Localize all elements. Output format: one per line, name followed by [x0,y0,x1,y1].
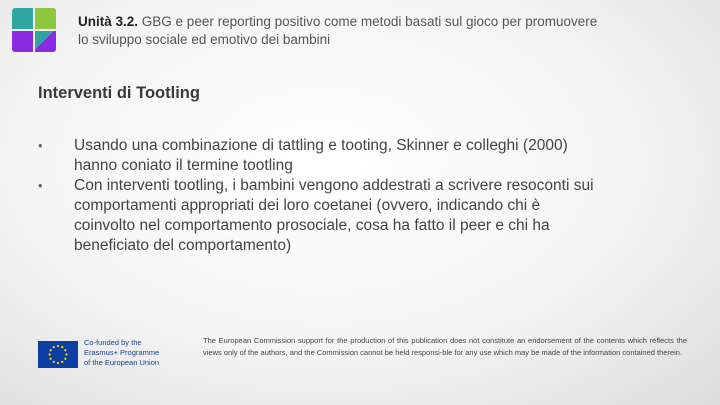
unit-label: Unità 3.2. [78,14,139,29]
eu-star-icon [65,353,67,355]
logo-piece-teal [12,8,33,29]
eu-star-icon [64,349,66,351]
bullet-text: Usando una combinazione di tattling e tooting, Skinner e colleghi (2000) hanno coniato il termine tootling [74,137,568,174]
logo-piece-mixed [35,31,56,52]
eu-star-icon [57,362,59,364]
eu-star-icon [57,345,59,347]
eu-star-icon [50,349,52,351]
bullet-icon: • [38,178,43,193]
unit-header [78,13,598,49]
eu-star-icon [64,358,66,360]
eu-star-icon [48,353,50,355]
slide-title: Interventi di Tootling [38,84,200,102]
bullet-text: Con interventi tootling, i bambini vengono addestrati a scrivere resoconti sui comportamenti appropriati dei loro coetanei (ovvero, indicando chi è coinvolto nel comportamento prosociale, cosa ha fatto il peer e chi ha beneficiato del comportamento) [74,177,594,254]
eu-star-icon [50,358,52,360]
eu-star-icon [61,346,63,348]
unit-subtitle: GBG e peer reporting positivo come metodi basati sul gioco per promuovere lo sviluppo sociale ed emotivo dei bambini [78,14,598,47]
eu-cofunded-text: Co-funded by the Erasmus+ Programme of the European Union [84,338,160,367]
eu-flag-icon [38,341,78,368]
project-logo [10,8,60,60]
eu-cofunded-logo [38,328,198,372]
list-item [38,176,598,256]
eu-disclaimer: The European Commission support for the production of this publication does not constitute an endorsement of the contents which reflects the views only of the authors, and the Commission cannot be held responsi-ble for any use which may be made of the information contained therein. [203,336,687,357]
bullet-list [38,136,598,256]
puzzle-logo-icon [12,8,56,52]
logo-piece-green [35,8,56,29]
eu-star-icon [53,346,55,348]
eu-star-icon [53,361,55,363]
bullet-icon: • [38,138,43,153]
eu-star-icon [61,361,63,363]
list-item [38,136,598,176]
logo-piece-purple [12,31,33,52]
